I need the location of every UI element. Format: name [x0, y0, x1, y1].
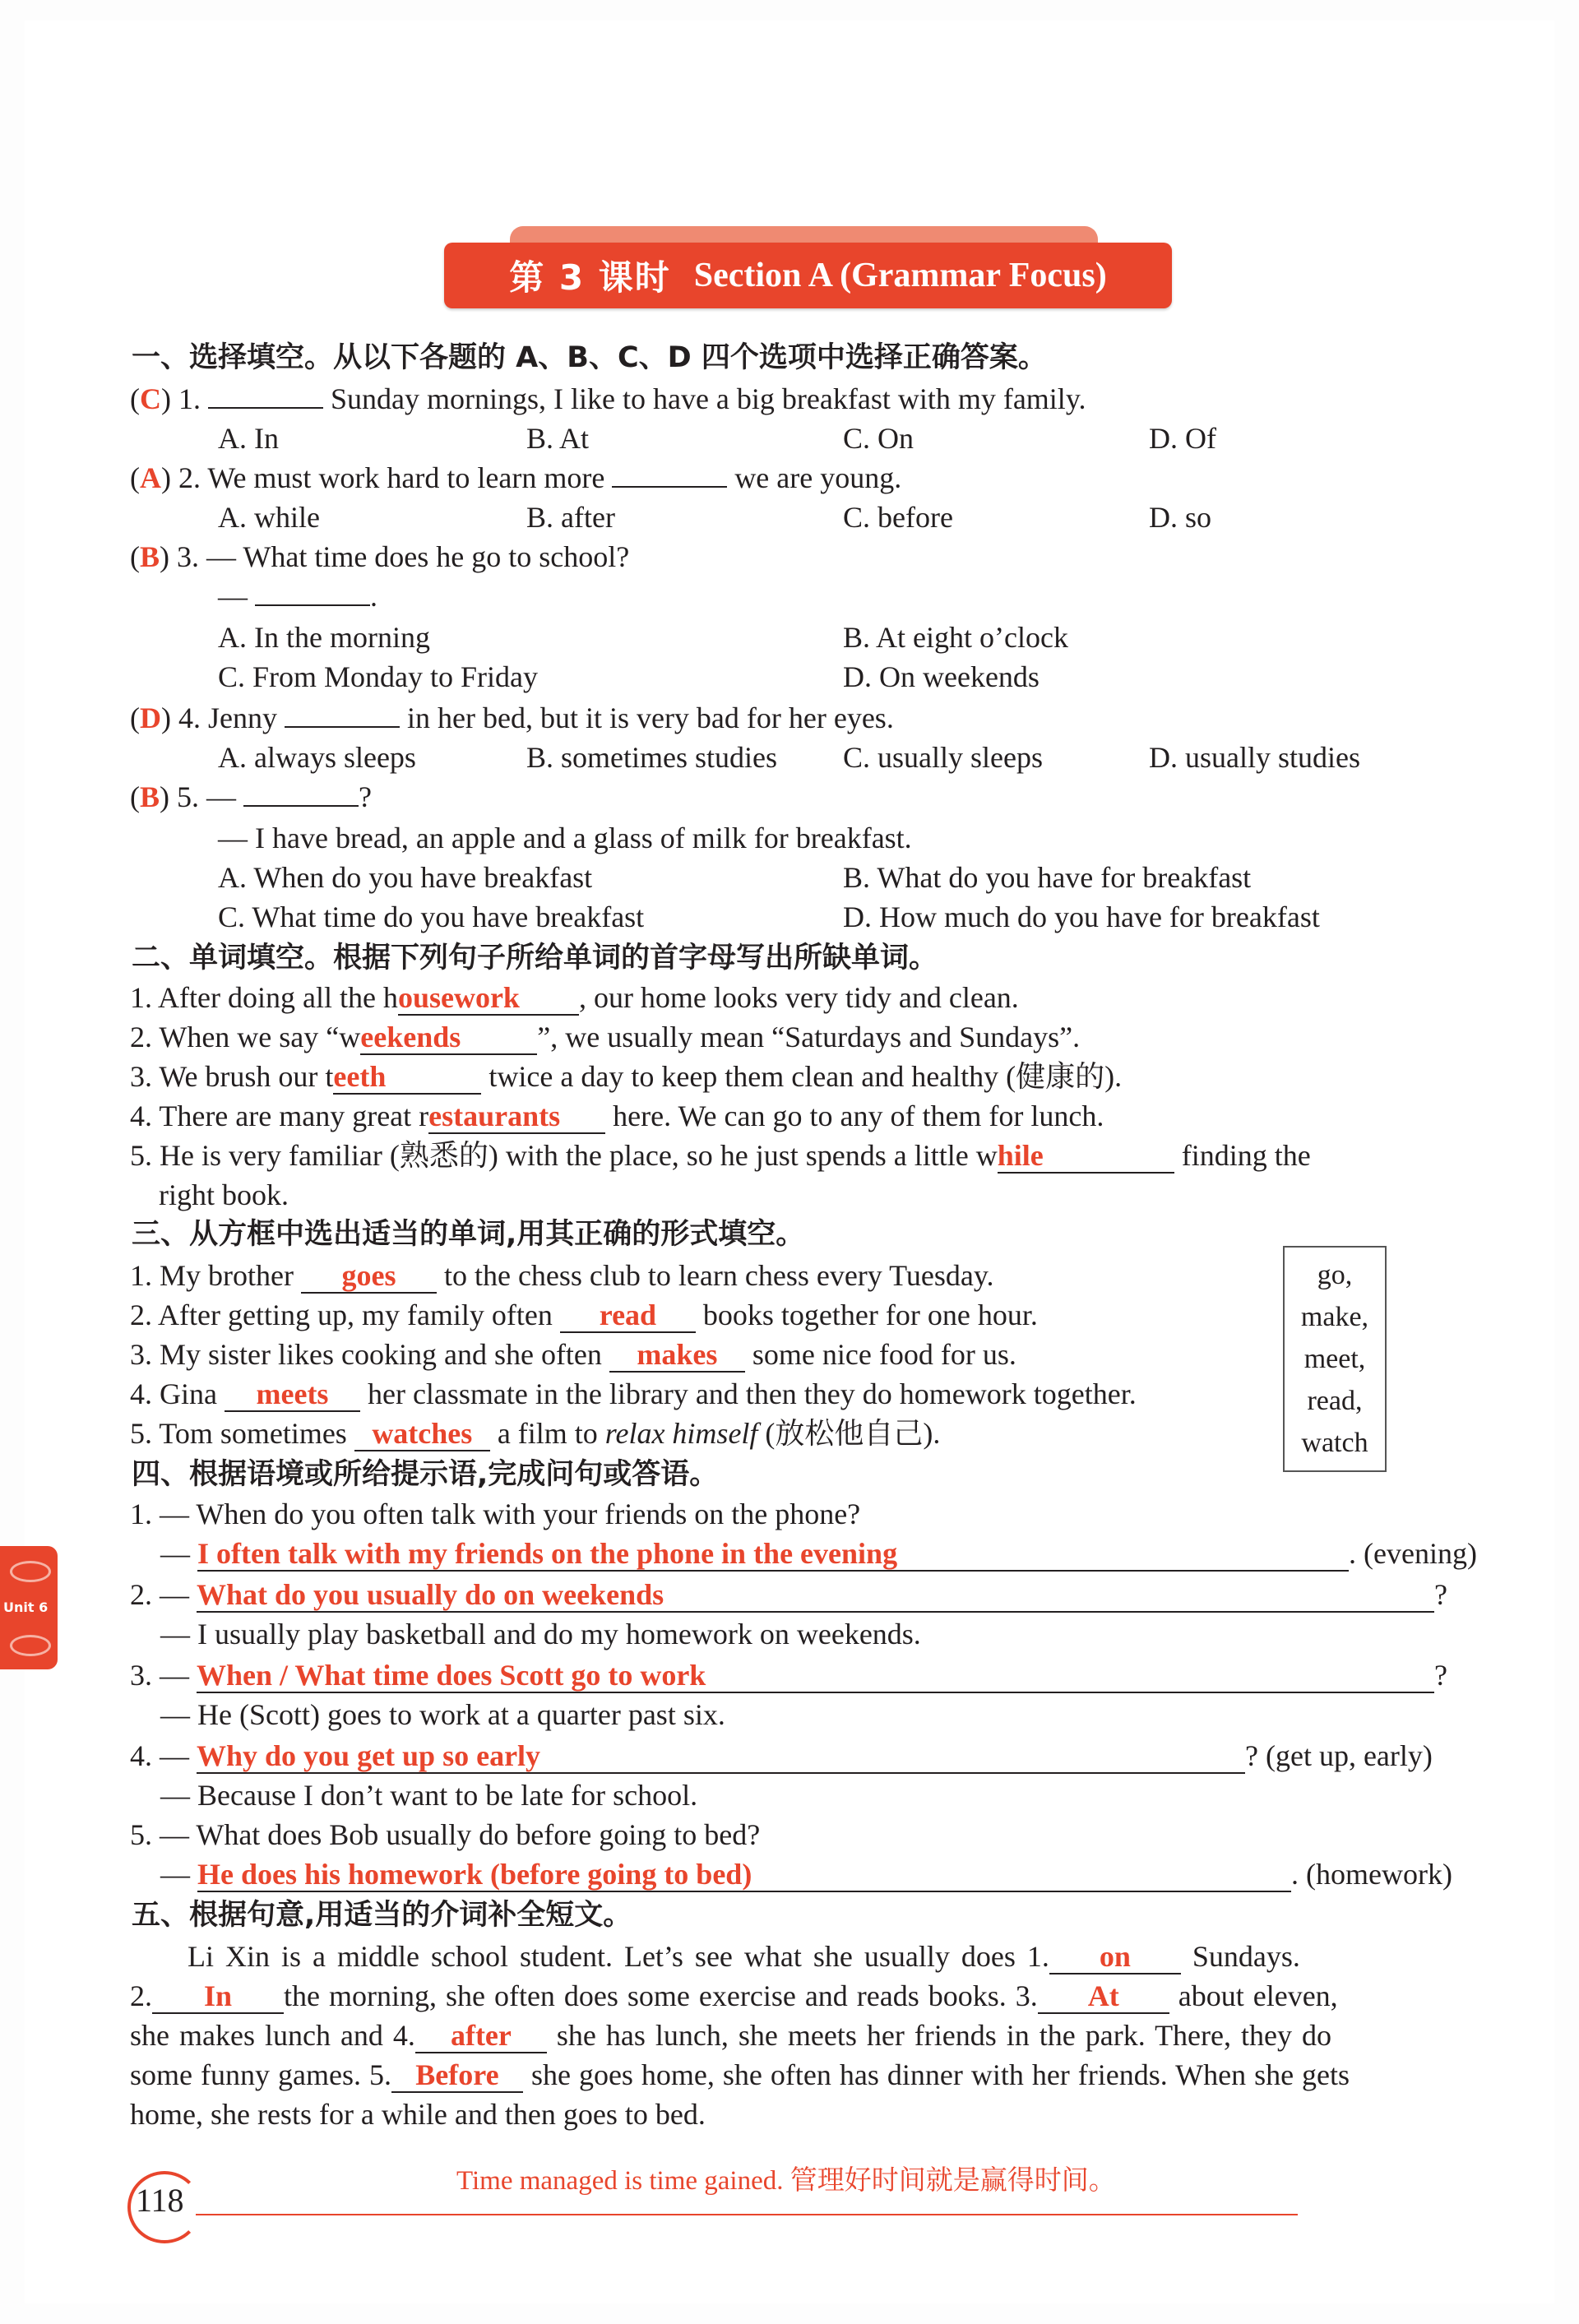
option-b: B. At: [526, 422, 590, 455]
dialog-3-question: 3. — When / What time does Scott go to work ?: [130, 1659, 1447, 1692]
option-b: B. after: [526, 501, 615, 534]
option-a: A. In: [218, 422, 279, 455]
passage-line-2: 2. In the morning, she often does some exercise and reads books. 3. At about eleven,: [130, 1979, 1338, 2012]
box-word: go,: [1317, 1259, 1353, 1290]
option-d: D. Of: [1149, 422, 1216, 455]
answer: read: [560, 1299, 696, 1333]
answer: ousework: [398, 981, 579, 1016]
fill-item-3: 3. My sister likes cooking and she often makes some nice food for us.: [130, 1338, 1016, 1371]
option-b: B. What do you have for breakfast: [843, 861, 1252, 894]
word-item-3: 3. We brush our teeth twice a day to keep them clean and healthy (健康的).: [130, 1060, 1123, 1093]
option-d: D. How much do you have for breakfast: [843, 900, 1320, 933]
answer: after: [415, 2019, 547, 2053]
option-c: C. usually sleeps: [843, 741, 1043, 774]
passage-line-5: home, she rests for a while and then goes to bed.: [130, 2098, 706, 2131]
word-item-2: 2. When we say “weekends ”, we usually mean “Saturdays and Sundays”.: [130, 1021, 1081, 1053]
fill-item-2: 2. After getting up, my family often read books together for one hour.: [130, 1299, 1038, 1331]
answer: eekends: [360, 1021, 537, 1055]
answer: C: [140, 382, 161, 415]
box-word: meet,: [1303, 1343, 1366, 1374]
lesson-banner: [444, 243, 1172, 308]
question-2: (A) 2. We must work hard to learn more we are young.: [130, 461, 902, 494]
answer: He does his homework (before going to bed): [197, 1858, 1291, 1892]
fill-item-5: 5. Tom sometimes watches a film to relax himself (放松他自己).: [130, 1417, 941, 1450]
unit-label: Unit 6: [3, 1599, 49, 1615]
part2-heading: 二、单词填空。根据下列句子所给单词的首字母写出所缺单词。: [132, 942, 938, 975]
word-box: [1283, 1246, 1387, 1472]
answer: goes: [301, 1259, 437, 1294]
part5-heading: 五、根据句意,用适当的介词补全短文。: [132, 1899, 632, 1932]
question-5: (B) 5. — ?: [130, 780, 372, 813]
question-3: (B) 3. — What time does he go to school?: [130, 540, 630, 573]
option-a: A. When do you have breakfast: [218, 861, 593, 894]
word-item-1: 1. After doing all the housework , our home looks very tidy and clean.: [130, 981, 1019, 1014]
option-c: C. From Monday to Friday: [218, 660, 539, 693]
answer: makes: [609, 1338, 745, 1373]
word-item-4: 4. There are many great restaurants here. We can go to any of them for lunch.: [130, 1100, 1104, 1132]
option-c: C. What time do you have breakfast: [218, 900, 645, 933]
page-number: 118: [136, 2182, 184, 2219]
option-b: B. sometimes studies: [526, 741, 777, 774]
answer: At: [1038, 1979, 1169, 2014]
passage-line-3: she makes lunch and 4. after she has lunch, she meets her friends in the park. There, they do: [130, 2019, 1331, 2052]
option-d: D. so: [1149, 501, 1212, 534]
option-c: C. On: [843, 422, 915, 455]
word-item-5: 5. He is very familiar (熟悉的) with the place, so he just spends a little while finding the: [130, 1139, 1311, 1172]
dialog-3-reply: — He (Scott) goes to work at a quarter past six.: [160, 1698, 725, 1731]
answer: hile: [998, 1139, 1174, 1174]
dialog-2-question: 2. — What do you usually do on weekends ?: [130, 1578, 1447, 1611]
wave-icon: [10, 1635, 51, 1656]
footer-rule: [196, 2214, 1298, 2215]
box-word: make,: [1300, 1301, 1369, 1332]
option-a: A. while: [218, 501, 320, 534]
question-1: (C) 1. Sunday mornings, I like to have a big breakfast with my family.: [130, 382, 1086, 415]
question-4: (D) 4. Jenny in her bed, but it is very bad for her eyes.: [130, 701, 894, 734]
passage-line-1: Li Xin is a middle school student. Let’s see what she usually does 1. on Sundays.: [188, 1940, 1300, 1973]
lesson-number: 第 3 课时: [509, 257, 671, 298]
box-word: read,: [1307, 1385, 1363, 1416]
footer-motto: Time managed is time gained. 管理好时间就是赢得时间。: [456, 2166, 1116, 2196]
dialog-1-question: 1. — When do you often talk with your friends on the phone?: [130, 1498, 861, 1530]
dialog-5-question: 5. — What does Bob usually do before going to bed?: [130, 1818, 761, 1851]
wave-icon: [10, 1561, 51, 1582]
answer: What do you usually do on weekends: [197, 1578, 1434, 1613]
answer: In: [152, 1979, 284, 2014]
part4-heading: 四、根据语境或所给提示语,完成问句或答语。: [132, 1458, 719, 1491]
option-d: D. On weekends: [843, 660, 1040, 693]
answer: When / What time does Scott go to work: [197, 1659, 1434, 1693]
box-word: watch: [1301, 1427, 1368, 1458]
unit-side-tab: [0, 1546, 58, 1669]
option-a: A. In the morning: [218, 621, 430, 654]
dialog-4-question: 4. — Why do you get up so early ? (get up, early): [130, 1739, 1433, 1772]
answer: Why do you get up so early: [197, 1739, 1245, 1774]
answer: Before: [391, 2058, 523, 2093]
answer: meets: [225, 1377, 360, 1412]
answer: on: [1049, 1940, 1181, 1974]
answer: eeth: [333, 1060, 481, 1095]
passage-line-4: some funny games. 5. Before she goes home, she often has dinner with her friends. When she gets: [130, 2058, 1350, 2091]
answer: estaurants: [428, 1100, 605, 1134]
lesson-title: Section A (Grammar Focus): [693, 257, 1107, 294]
option-a: A. always sleeps: [218, 741, 416, 774]
answer: I often talk with my friends on the phone in the evening: [197, 1537, 1349, 1572]
dialog-5-answer: — He does his homework (before going to bed) . (homework): [160, 1858, 1452, 1891]
fill-item-1: 1. My brother goes to the chess club to learn chess every Tuesday.: [130, 1259, 994, 1292]
option-b: B. At eight o’clock: [843, 621, 1068, 654]
dialog-1-answer: — I often talk with my friends on the phone in the evening . (evening): [160, 1537, 1477, 1570]
question-5-reply: — I have bread, an apple and a glass of milk for breakfast.: [218, 822, 912, 854]
option-c: C. before: [843, 501, 953, 534]
dialog-2-reply: — I usually play basketball and do my homework on weekends.: [160, 1618, 921, 1650]
answer: watches: [354, 1417, 490, 1451]
part1-heading: 一、选择填空。从以下各题的 A、B、C、D 四个选项中选择正确答案。: [132, 341, 1047, 374]
fill-item-4: 4. Gina meets her classmate in the library and then they do homework together.: [130, 1377, 1137, 1410]
option-d: D. usually studies: [1149, 741, 1360, 774]
question-3-reply: — .: [218, 580, 377, 613]
dialog-4-reply: — Because I don’t want to be late for school.: [160, 1779, 698, 1812]
word-item-5-cont: right book.: [159, 1178, 289, 1211]
part3-heading: 三、从方框中选出适当的单词,用其正确的形式填空。: [132, 1218, 805, 1251]
